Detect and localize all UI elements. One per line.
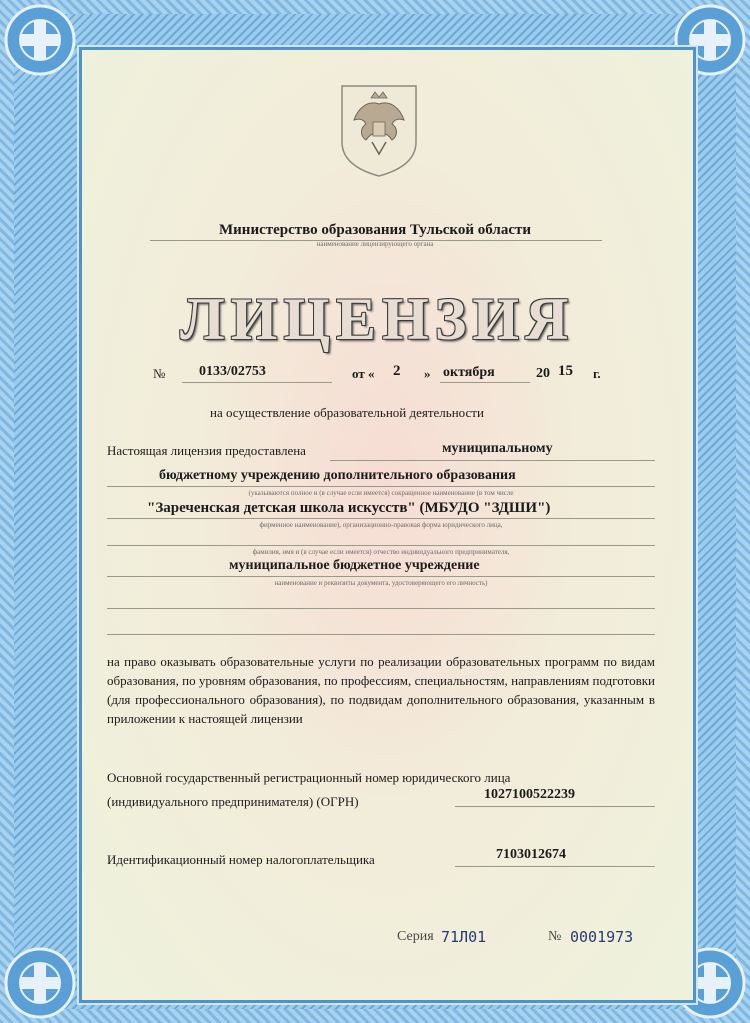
date-day: 2 [393,363,401,379]
inn-value: 7103012674 [496,847,566,862]
number-label: № [153,366,166,381]
serial-number-label: № [548,929,562,944]
inn-label: Идентификационный номер налогоплательщика [107,852,375,867]
date-year-label: г. [593,366,601,381]
divider [182,382,332,383]
serial-number-value: 0001973 [570,928,634,946]
series-value: 71Л01 [441,928,487,946]
date-year-prefix: 20 [536,366,550,381]
date-quote-close: » [424,366,431,381]
date-year-suffix: 15 [558,363,573,379]
ogrn-label-line-2: (индивидуального предпринимателя) (ОГРН) [107,794,359,809]
divider [107,518,655,519]
license-number: 0133/02753 [199,364,266,379]
divider [107,608,655,609]
coat-of-arms-icon [338,82,420,178]
granted-label: Настоящая лицензия предоставлена [107,443,306,458]
divider [107,545,655,546]
org-name-line-1: муниципальному [442,441,553,456]
ogrn-value: 1027100522239 [484,787,575,802]
divider [455,866,655,867]
series-label: Серия [397,929,434,944]
caption-authority: наименование лицензирующего органа [316,240,434,248]
ogrn-label-line-1: Основной государственный регистрационный номер юридического лица [107,770,511,785]
caption-entrepreneur: фамилия, имя и (в случае если имеется) отчество индивидуального предпринимателя, [252,548,510,556]
divider [107,486,655,487]
divider [440,382,530,383]
divider [107,634,655,635]
date-month: октября [443,365,495,380]
divider [107,576,655,577]
document-title: ЛИЦЕНЗИЯ [180,286,575,352]
date-from-label: от « [352,366,375,381]
rights-paragraph: на право оказывать образовательные услуги по реализации образовательных программ по видам образования, по уровням образования, по профессиям, специальностям, направлениям подготовки (для профессионального образования), по подвидам дополнительного образования, указанным в приложении к настоящей лицензии [107,654,655,726]
org-name-line-2: бюджетному учреждению дополнительного образования [159,468,516,483]
org-legal-form: муниципальное бюджетное учреждение [229,558,480,573]
caption-full-name: (указываются полное и (в случае если имеется) сокращенное наименование (в том числе [248,489,514,497]
org-name-line-3: "Зареченская детская школа искусств" (МБУДО "ЗДШИ") [147,500,551,516]
divider [330,460,655,461]
caption-firm-name: фирменное наименование), организационно-правовая форма юридического лица, [259,521,503,529]
issuing-authority: Министерство образования Тульской области [219,222,531,238]
license-purpose: на осуществление образовательной деятельности [210,405,484,420]
divider [455,806,655,807]
caption-identity-doc: наименование и реквизиты документа, удостоверяющего его личность) [274,579,488,587]
